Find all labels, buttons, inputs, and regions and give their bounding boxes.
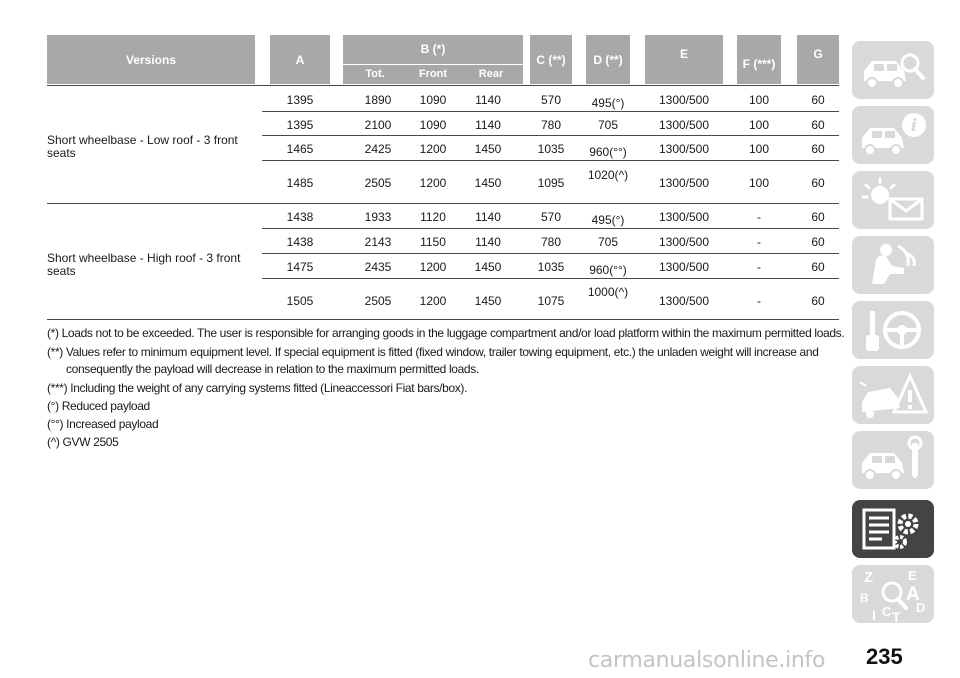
table-cell-f: - (757, 210, 761, 224)
table-cell-rear: 1140 (475, 118, 501, 132)
header-b-rear: Rear (478, 68, 504, 80)
table-cell-front: 1200 (419, 260, 447, 274)
table-cell-f: - (757, 294, 761, 308)
table-cell-d: 960(°°) (589, 145, 627, 159)
note-4: (°) Reduced payload (47, 399, 150, 413)
seat-airbag-icon (856, 240, 930, 290)
index-letter-t: T (892, 609, 901, 622)
table-cell-tot: 1933 (364, 210, 392, 224)
table-cell-d: 1020(^) (587, 168, 629, 182)
table-cell-c: 1035 (537, 142, 565, 156)
table-cell-e: 1300/500 (658, 210, 710, 224)
table-cell-d: 705 (597, 235, 619, 249)
header-e: E (645, 35, 723, 84)
table-cell-e: 1300/500 (658, 142, 710, 156)
technical-data-icon (856, 504, 930, 554)
index-letter-b: B (860, 591, 869, 605)
table-cell-tot: 2143 (364, 235, 392, 249)
table-cell-c: 1035 (537, 260, 565, 274)
table-row-divider (47, 203, 839, 204)
header-g: G (797, 35, 839, 84)
table-cell-a: 1475 (286, 260, 314, 274)
car-maintenance-icon (856, 435, 930, 485)
table-cell-e: 1300/500 (658, 93, 710, 107)
table-cell-d: 1000(^) (587, 285, 629, 299)
table-cell-front: 1150 (420, 235, 446, 249)
table-cell-c: 570 (540, 210, 562, 224)
svg-text:i: i (910, 116, 918, 136)
table-cell-g: 60 (811, 93, 825, 107)
header-b-front: Front (418, 68, 448, 80)
header-a: A (270, 35, 330, 84)
table-cell-c: 1075 (537, 294, 565, 308)
table-cell-rear: 1450 (474, 176, 502, 190)
header-d: D (**) (586, 35, 630, 84)
table-cell-a: 1485 (286, 176, 314, 190)
table-cell-front: 1200 (419, 142, 447, 156)
table-cell-e: 1300/500 (658, 176, 710, 190)
table-cell-rear: 1450 (474, 294, 502, 308)
table-cell-a: 1505 (286, 294, 314, 308)
watermark: carmanualsonline.info (588, 648, 826, 673)
warning-lights-icon (856, 175, 930, 225)
table-cell-g: 60 (811, 142, 825, 156)
table-cell-f: 100 (748, 93, 770, 107)
table-cell-tot: 2505 (364, 294, 392, 308)
table-cell-c: 570 (540, 93, 562, 107)
tab-alphabetical-index[interactable] (852, 565, 934, 623)
table-cell-c: 780 (540, 235, 562, 249)
table-row-divider (262, 111, 839, 112)
tab-car-search[interactable] (852, 41, 934, 99)
note-3: (***) Including the weight of any carrying systems fitted (Lineaccessori Fiat bars/box). (47, 381, 468, 395)
table-row-divider (47, 319, 839, 320)
table-cell-tot: 2505 (364, 176, 392, 190)
tab-warning-lights[interactable] (852, 171, 934, 229)
tab-key-steering[interactable] (852, 301, 934, 359)
header-b: B (*) (420, 42, 446, 56)
table-cell-tot: 1890 (364, 93, 392, 107)
table-cell-e: 1300/500 (658, 235, 710, 249)
header-versions: Versions (47, 35, 255, 84)
index-letter-d: D (916, 600, 926, 615)
version-label: Short wheelbase - Low roof - 3 front seats (47, 133, 238, 160)
table-cell-rear: 1140 (475, 235, 501, 249)
page-number: 235 (866, 644, 903, 669)
table-cell-a: 1438 (286, 210, 314, 224)
index-letter-a: A (906, 584, 920, 605)
tab-technical-data[interactable] (852, 500, 934, 558)
tab-car-breakdown[interactable] (852, 366, 934, 424)
note-2: (**) Values refer to minimum equipment level. If special equipment is fitted (fixed window, trailer towing equipment, etc.) the unladen weight will increase and (47, 345, 819, 359)
tab-car-maintenance[interactable] (852, 431, 934, 489)
table-cell-rear: 1450 (474, 260, 502, 274)
key-steering-icon (856, 305, 930, 355)
table-cell-rear: 1140 (475, 210, 501, 224)
table-cell-d: 495(°) (591, 213, 625, 227)
tab-car-info[interactable] (852, 106, 934, 164)
header-c: C (**) (530, 35, 572, 84)
note-2-continued: consequently the payload will decrease in relation to the maximum permitted loads. (66, 362, 479, 376)
table-cell-a: 1465 (286, 142, 314, 156)
header-b-tot: Tot. (365, 68, 385, 80)
table-cell-f: 100 (748, 118, 770, 132)
table-cell-e: 1300/500 (658, 294, 710, 308)
table-cell-f: 100 (748, 176, 770, 190)
car-info-icon (856, 110, 930, 160)
table-row-divider (262, 278, 839, 279)
table-cell-g: 60 (811, 210, 825, 224)
table-cell-e: 1300/500 (658, 260, 710, 274)
table-cell-d: 960(°°) (589, 263, 627, 277)
index-letter-e: E (908, 568, 917, 583)
table-cell-a: 1395 (286, 118, 314, 132)
table-cell-c: 1095 (537, 176, 565, 190)
car-search-icon (856, 45, 930, 95)
table-row-divider (262, 253, 839, 254)
table-cell-f: - (757, 260, 761, 274)
table-cell-g: 60 (811, 176, 825, 190)
table-cell-g: 60 (811, 118, 825, 132)
table-cell-tot: 2100 (364, 118, 392, 132)
table-cell-f: - (757, 235, 761, 249)
table-cell-tot: 2425 (364, 142, 392, 156)
table-cell-front: 1200 (419, 294, 447, 308)
table-cell-g: 60 (811, 294, 825, 308)
table-row-divider (47, 85, 839, 86)
table-row-divider (262, 135, 839, 136)
table-cell-a: 1395 (286, 93, 314, 107)
index-letter-i: I (872, 607, 876, 622)
index-letter-z: Z (864, 569, 874, 586)
table-cell-front: 1200 (419, 176, 447, 190)
table-cell-front: 1120 (420, 210, 446, 224)
table-row-divider (262, 228, 839, 229)
version-label: Short wheelbase - High roof - 3 front seats (47, 251, 241, 278)
table-cell-d: 705 (597, 118, 619, 132)
table-cell-c: 780 (540, 118, 562, 132)
table-cell-tot: 2435 (364, 260, 392, 274)
table-cell-front: 1090 (419, 118, 447, 132)
table-cell-front: 1090 (419, 93, 447, 107)
alphabetical-index-icon (856, 566, 930, 622)
table-cell-g: 60 (811, 260, 825, 274)
header-b-divider (343, 64, 523, 65)
table-cell-g: 60 (811, 235, 825, 249)
table-cell-f: 100 (748, 142, 770, 156)
tab-seat-airbag[interactable] (852, 236, 934, 294)
table-cell-a: 1438 (286, 235, 314, 249)
note-1: (*) Loads not to be exceeded. The user is responsible for arranging goods in the luggage compartment and/or load platform within the maximum permitted loads. (47, 326, 845, 340)
table-cell-rear: 1450 (474, 142, 502, 156)
index-letter-c: C (882, 604, 892, 619)
header-f: F (***) (737, 35, 781, 84)
table-row-divider (262, 160, 839, 161)
car-breakdown-icon (856, 370, 930, 420)
table-cell-d: 495(°) (591, 96, 625, 110)
table-cell-e: 1300/500 (658, 118, 710, 132)
table-cell-rear: 1140 (475, 93, 501, 107)
note-5: (°°) Increased payload (47, 417, 159, 431)
note-6: (^) GVW 2505 (47, 435, 119, 449)
